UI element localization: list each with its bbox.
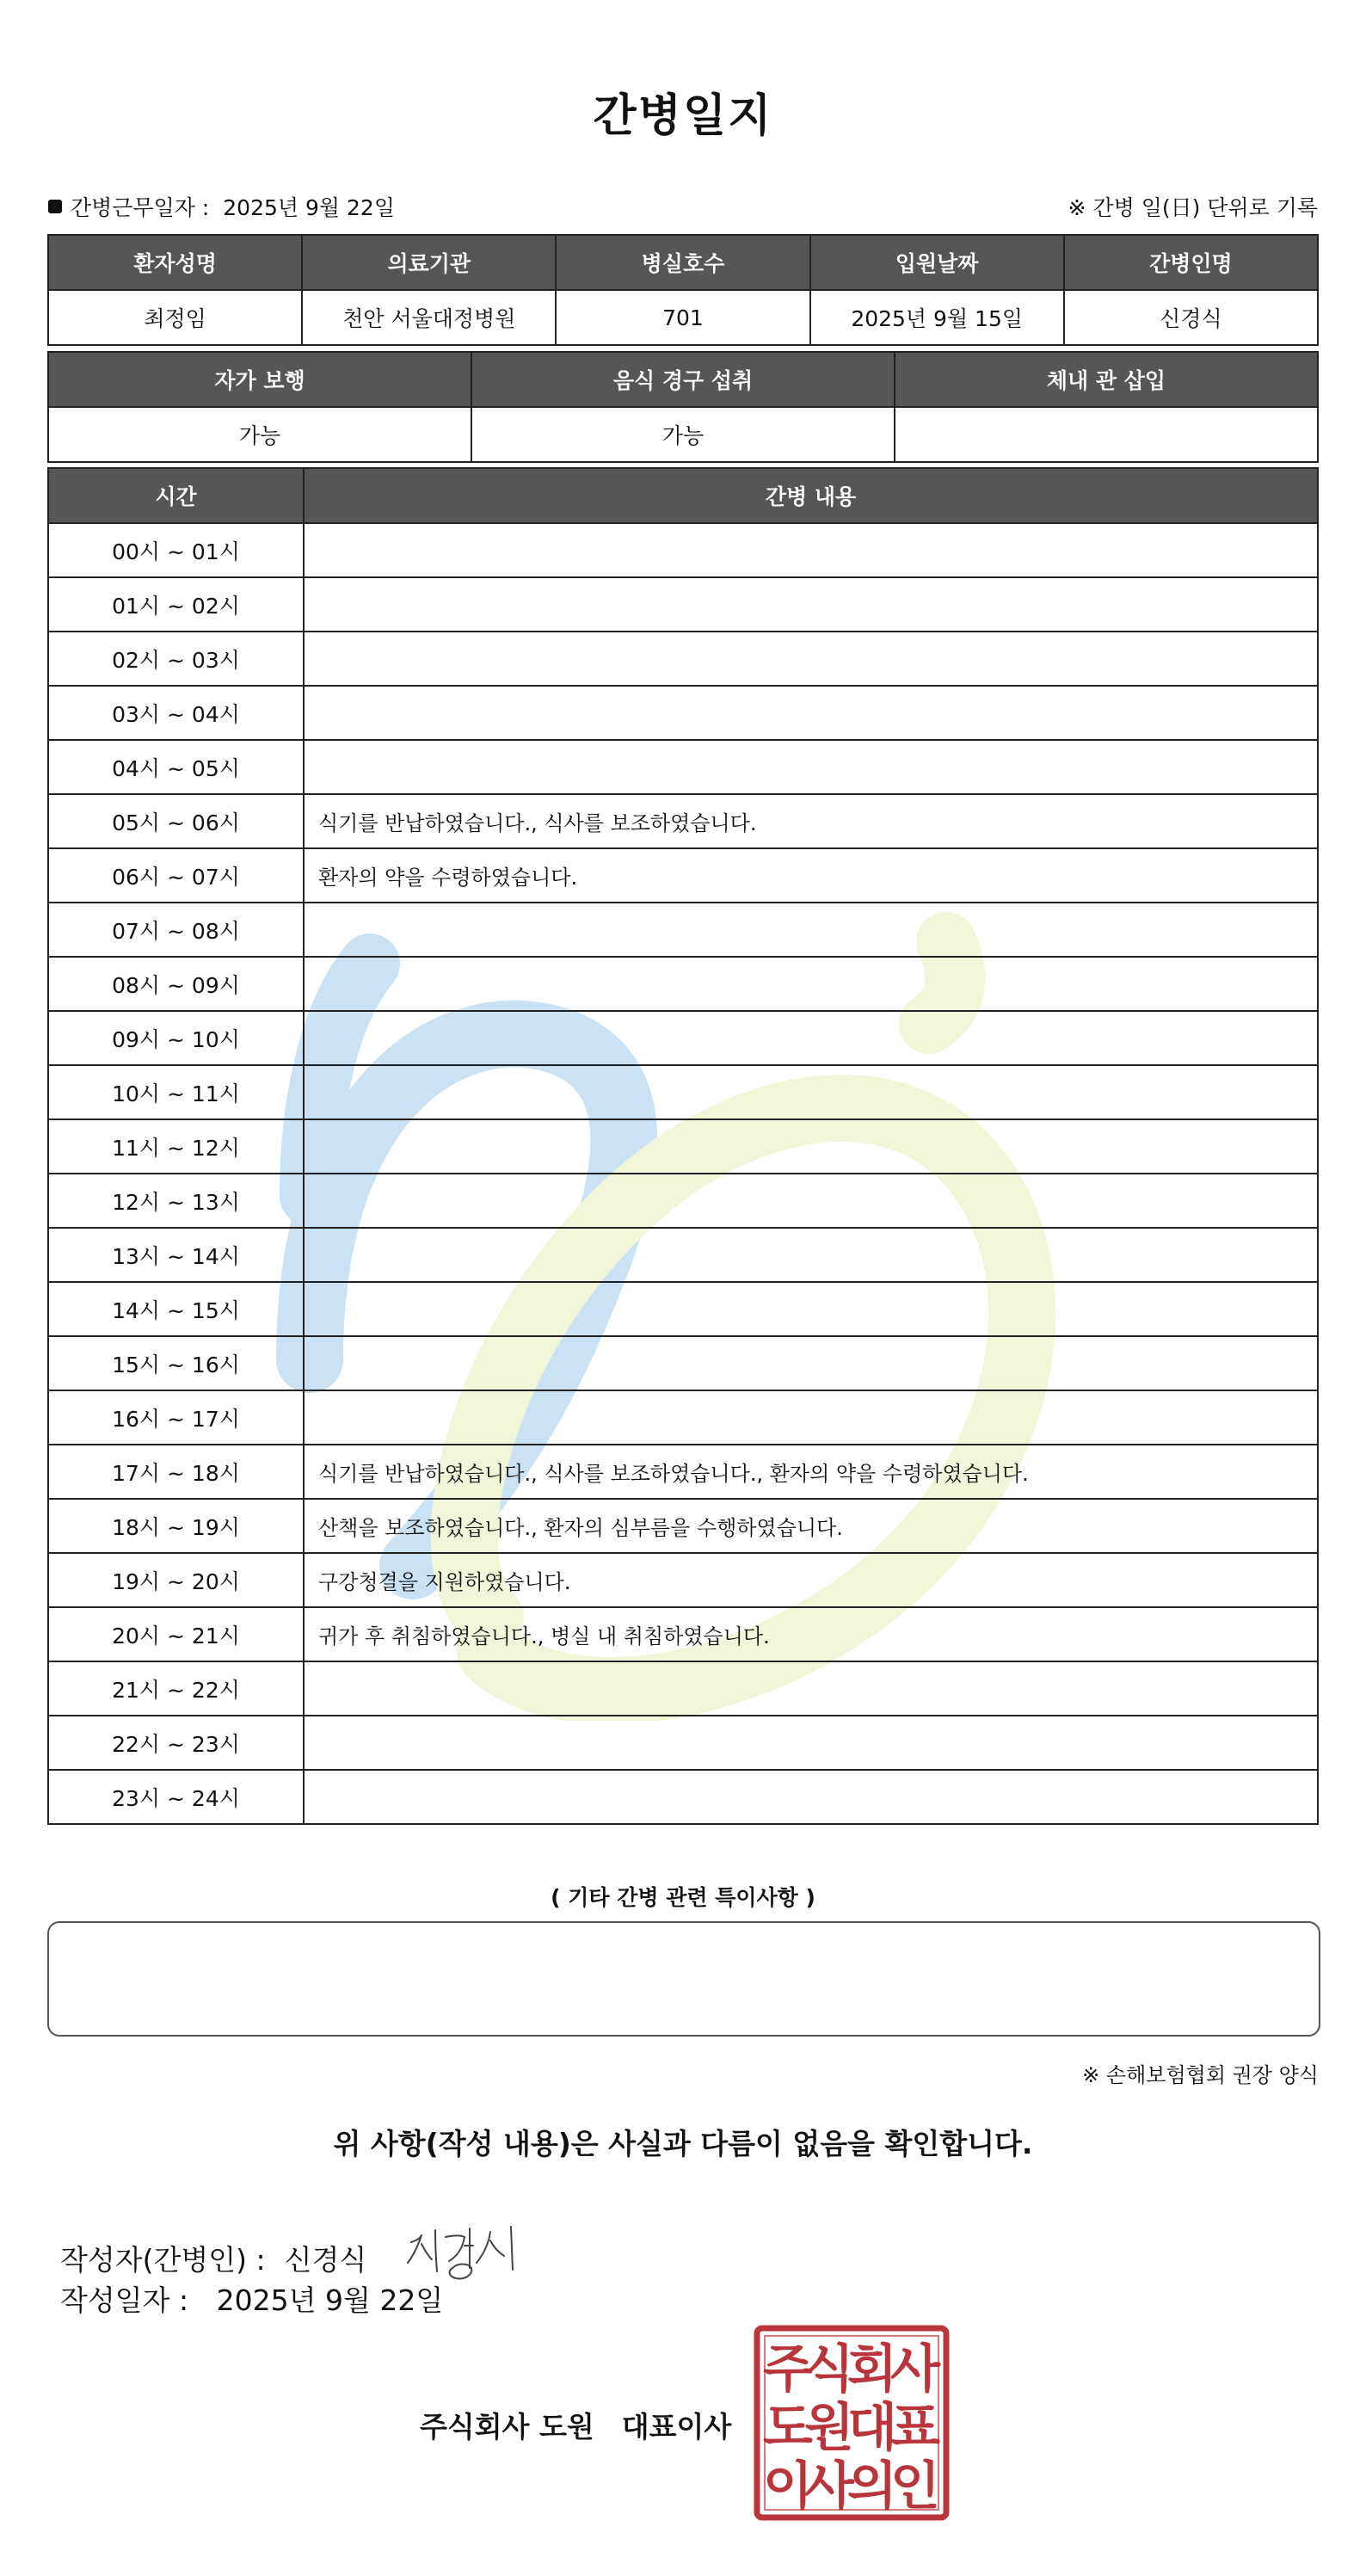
time-cell: 16시 ~ 17시 bbox=[48, 1390, 304, 1445]
care-content-cell bbox=[304, 577, 1318, 632]
writer-row bbox=[60, 2209, 542, 2278]
time-cell: 09시 ~ 10시 bbox=[48, 1011, 304, 1065]
table-row bbox=[48, 632, 1318, 686]
care-content-cell: 구강청결을 지원하였습니다. bbox=[304, 1553, 1318, 1607]
svg-text:의: 의 bbox=[847, 2456, 897, 2517]
caregiver-name-value: 신경식 bbox=[1064, 290, 1318, 345]
time-cell: 03시 ~ 04시 bbox=[48, 686, 304, 740]
room-number-value: 701 bbox=[556, 290, 809, 345]
svg-text:식: 식 bbox=[804, 2339, 854, 2400]
table-row bbox=[48, 1445, 1318, 1499]
time-cell: 18시 ~ 19시 bbox=[48, 1499, 304, 1553]
time-cell: 17시 ~ 18시 bbox=[48, 1445, 304, 1499]
svg-text:원: 원 bbox=[804, 2398, 854, 2458]
remarks-box bbox=[47, 1921, 1320, 2037]
table-row bbox=[48, 1065, 1318, 1119]
table-row bbox=[48, 1282, 1318, 1336]
svg-text:이: 이 bbox=[763, 2456, 813, 2517]
svg-text:사: 사 bbox=[890, 2339, 940, 2400]
time-cell: 19시 ~ 20시 bbox=[48, 1553, 304, 1607]
table-row bbox=[48, 1499, 1318, 1553]
care-content-cell: 산책을 보조하였습니다., 환자의 심부름을 수행하였습니다. bbox=[304, 1499, 1318, 1553]
care-content-cell bbox=[304, 740, 1318, 794]
company-name: 주식회사 도원 bbox=[420, 2410, 594, 2444]
hospital-header: 의료기관 bbox=[302, 235, 556, 290]
written-date-label: 작성일자 : bbox=[60, 2283, 189, 2317]
care-content-cell bbox=[304, 523, 1318, 577]
tube-insertion-value bbox=[895, 407, 1318, 462]
hospital-value: 천안 서울대정병원 bbox=[302, 290, 556, 345]
patient-ability-table bbox=[47, 351, 1319, 463]
patient-info-header-row bbox=[48, 235, 1318, 290]
table-row bbox=[48, 1011, 1318, 1065]
table-row bbox=[48, 1174, 1318, 1228]
table-row bbox=[48, 1770, 1318, 1824]
time-cell: 08시 ~ 09시 bbox=[48, 957, 304, 1011]
table-row bbox=[48, 686, 1318, 740]
table-row bbox=[48, 1661, 1318, 1716]
care-content-cell bbox=[304, 1119, 1318, 1174]
ceo-title: 대표이사 bbox=[621, 2410, 732, 2444]
time-cell: 06시 ~ 07시 bbox=[48, 848, 304, 903]
work-date bbox=[48, 191, 395, 222]
care-content-cell bbox=[304, 1282, 1318, 1336]
ability-header-row bbox=[48, 352, 1318, 407]
company-signoff bbox=[420, 2405, 731, 2445]
time-column-header: 시간 bbox=[48, 468, 304, 523]
time-cell: 14시 ~ 15시 bbox=[48, 1282, 304, 1336]
written-date-value: 2025년 9월 22일 bbox=[216, 2283, 444, 2317]
table-row bbox=[48, 1119, 1318, 1174]
record-note: ※ 간병 일(日) 단위로 기록 bbox=[1068, 195, 1318, 220]
remarks-title: ( 기타 간병 관련 특이사항 ) bbox=[551, 1885, 815, 1910]
table-row bbox=[48, 1716, 1318, 1770]
patient-info-value-row bbox=[48, 290, 1318, 345]
content-column-header: 간병 내용 bbox=[304, 468, 1318, 523]
table-row bbox=[48, 740, 1318, 794]
ability-value-row bbox=[48, 407, 1318, 462]
care-content-cell bbox=[304, 632, 1318, 686]
confirmation-statement: 위 사항(작성 내용)은 사실과 다름이 없음을 확인합니다. bbox=[333, 2127, 1033, 2160]
tube-insertion-header: 체내 관 삽입 bbox=[895, 352, 1318, 407]
table-row bbox=[48, 1390, 1318, 1445]
caregiver-name-header: 간병인명 bbox=[1064, 235, 1318, 290]
writer-label: 작성자(간병인) : bbox=[60, 2243, 266, 2277]
company-seal-stamp bbox=[754, 2325, 950, 2521]
care-content-cell: 식기를 반납하였습니다., 식사를 보조하였습니다. bbox=[304, 794, 1318, 848]
time-cell: 23시 ~ 24시 bbox=[48, 1770, 304, 1824]
table-row bbox=[48, 523, 1318, 577]
table-row bbox=[48, 957, 1318, 1011]
care-content-cell bbox=[304, 1174, 1318, 1228]
care-content-cell bbox=[304, 1661, 1318, 1716]
time-cell: 04시 ~ 05시 bbox=[48, 740, 304, 794]
care-content-cell bbox=[304, 1770, 1318, 1824]
table-row bbox=[48, 1336, 1318, 1390]
care-content-cell bbox=[304, 1336, 1318, 1390]
care-content-cell bbox=[304, 1716, 1318, 1770]
table-row bbox=[48, 1607, 1318, 1661]
oral-intake-header: 음식 경구 섭취 bbox=[471, 352, 895, 407]
time-cell: 07시 ~ 08시 bbox=[48, 903, 304, 957]
time-cell: 15시 ~ 16시 bbox=[48, 1336, 304, 1390]
time-cell: 00시 ~ 01시 bbox=[48, 523, 304, 577]
patient-name-header: 환자성명 bbox=[48, 235, 302, 290]
care-content-cell: 귀가 후 취침하였습니다., 병실 내 취침하였습니다. bbox=[304, 1607, 1318, 1661]
time-cell: 02시 ~ 03시 bbox=[48, 632, 304, 686]
patient-name-value: 최정임 bbox=[48, 290, 302, 345]
table-row bbox=[48, 1228, 1318, 1282]
table-row bbox=[48, 848, 1318, 903]
time-cell: 05시 ~ 06시 bbox=[48, 794, 304, 848]
time-cell: 10시 ~ 11시 bbox=[48, 1065, 304, 1119]
care-content-cell bbox=[304, 1390, 1318, 1445]
form-note: ※ 손해보험협회 권장 양식 bbox=[1082, 2063, 1319, 2087]
admission-date-value: 2025년 9월 15일 bbox=[810, 290, 1064, 345]
svg-text:주: 주 bbox=[763, 2339, 813, 2400]
svg-text:인: 인 bbox=[890, 2456, 940, 2517]
care-content-cell bbox=[304, 1011, 1318, 1065]
table-row bbox=[48, 1553, 1318, 1607]
table-row bbox=[48, 903, 1318, 957]
care-content-cell bbox=[304, 1065, 1318, 1119]
room-number-header: 병실호수 bbox=[556, 235, 809, 290]
svg-text:표: 표 bbox=[890, 2398, 940, 2458]
svg-text:회: 회 bbox=[847, 2339, 897, 2400]
admission-date-header: 입원날짜 bbox=[810, 235, 1064, 290]
svg-text:대: 대 bbox=[847, 2398, 897, 2458]
care-content-cell bbox=[304, 957, 1318, 1011]
table-row bbox=[48, 794, 1318, 848]
log-header-row bbox=[48, 468, 1318, 523]
time-cell: 13시 ~ 14시 bbox=[48, 1228, 304, 1282]
svg-text:사: 사 bbox=[804, 2456, 854, 2517]
page-title: 간병일지 bbox=[593, 90, 773, 142]
square-bullet-icon bbox=[48, 200, 62, 213]
care-content-cell bbox=[304, 1228, 1318, 1282]
time-cell: 12시 ~ 13시 bbox=[48, 1174, 304, 1228]
self-walking-header: 자가 보행 bbox=[48, 352, 471, 407]
work-date-label: 간병근무일자 : bbox=[71, 195, 210, 220]
oral-intake-value: 가능 bbox=[471, 407, 895, 462]
care-content-cell: 식기를 반납하였습니다., 식사를 보조하였습니다., 환자의 약을 수령하였습니다. bbox=[304, 1445, 1318, 1499]
written-date-row bbox=[60, 2278, 443, 2319]
time-cell: 11시 ~ 12시 bbox=[48, 1119, 304, 1174]
time-cell: 21시 ~ 22시 bbox=[48, 1661, 304, 1716]
time-cell: 20시 ~ 21시 bbox=[48, 1607, 304, 1661]
svg-text:도: 도 bbox=[763, 2398, 813, 2458]
work-date-row bbox=[48, 191, 1318, 222]
writer-name: 신경식 bbox=[284, 2243, 367, 2277]
patient-info-table bbox=[47, 234, 1319, 346]
work-date-value: 2025년 9월 22일 bbox=[223, 195, 395, 220]
table-row bbox=[48, 577, 1318, 632]
time-cell: 01시 ~ 02시 bbox=[48, 577, 304, 632]
care-content-cell bbox=[304, 903, 1318, 957]
care-content-cell: 환자의 약을 수령하였습니다. bbox=[304, 848, 1318, 903]
handwritten-signature bbox=[404, 2218, 542, 2287]
self-walking-value: 가능 bbox=[48, 407, 471, 462]
care-content-cell bbox=[304, 686, 1318, 740]
time-cell: 22시 ~ 23시 bbox=[48, 1716, 304, 1770]
hourly-care-log-table bbox=[47, 467, 1319, 1825]
